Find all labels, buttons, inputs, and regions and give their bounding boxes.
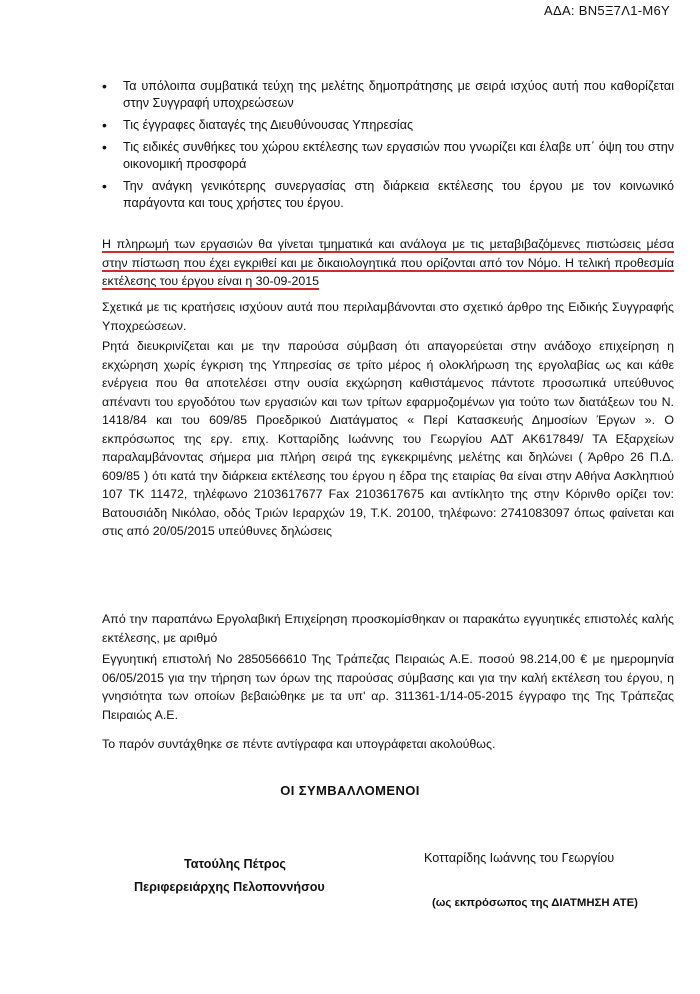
left-signatory-role: Περιφερειάρχης Πελοποννήσου	[134, 880, 325, 894]
payment-paragraph: Η πληρωμή των εργασιών θα γίνεται τμηματικά και ανάλογα με τις μεταβιβαζόμενες πιστώσεις μέσα στην πίστωση που έχει εγκριθεί και με δικαιολογητικά που ορίζονται από τον Νόμο. Η τελική προθεσμία εκτέλεσης του έργου είναι η 30-09-2015	[102, 237, 674, 288]
guarantee-letter-paragraph: Εγγυητική επιστολή Νο 2850566610 Της Τράπεζας Πειραιώς Α.Ε. ποσού 98.214,00 € με ημερομηνία 06/05/2015 για την τήρηση των όρων της παρούσας σύμβασης και για την καλή εκτέλεση του έργου, η γνησιότητα των οποίων βεβαιώθηκε με τα υπ' αρ. 311361-1/14-05-2015 έγγραφο της Της Τράπεζας Πειραιώς Α.Ε.	[102, 652, 674, 722]
assignment-paragraph: Ρητά διευκρινίζεται και με την παρούσα σύμβαση ότι απαγορεύεται στην ανάδοχο επιχείρηση η εκχώρηση χωρίς έγκριση της Υπηρεσίας σε τρίτο μέρος ή ολοκλήρωση της εργολαβίας ως και κάθε ενέργεια που θα αποτελέσει στην ουσία εκχώρηση καθιστάμενος πάντοτε προσωπικά υπεύθυνος απέναντι του εργοδότου των εργασιών και των τρίτων εφαρμοζομένων για τούτο των διατάξεων του Ν. 1418/84 και του 609/85 Προεδρικού Διατάγματος « Περί Κατασκευής Δημοσίων Έργων ». Ο εκπρόσωπος της εργ. επιχ. Κοτταρίδης Ιωάννης του Γεωργίου ΑΔΤ ΑΚ617849/ ΤΑ Εξαρχείων παραλαμβάνοντας σήμερα μια πλήρη σειρά της εγκεκριμένης μελέτης και δηλώνει ( Άρθρο 26 Π.Δ. 609/85 ) ότι κατά την διάρκεια εκτέλεσης του έργου η έδρα της εταιρίας θα είναι στην Αθήνα Ασκληπιού 107 ΤΚ 11472, τηλέφωνο 2103617677 Fax 2103617675 και αντίκλητο της στην Κόρινθο ορίζει τον: Βατουσιάδη Νικόλαο, οδός Τριών Ιεραρχών 19, Τ.Κ. 20100, τηλέφωνο: 2741083097 όπως φαίνεται και στις από 20/05/2015 υπεύθυνες δηλώσεις	[102, 339, 674, 538]
guarantees-paragraph: Από την παραπάνω Εργολαβική Επιχείρηση προσκομίσθηκαν οι παρακάτω εγγυητικές επιστολές καλής εκτέλεσης, με αριθμό	[102, 612, 674, 645]
bullet-item: • Τις ειδικές συνθήκες του χώρου εκτέλεσης των εργασιών που γνωρίζει και έλαβε υπ΄ όψη του στην οικονομική προσφορά	[96, 139, 674, 173]
right-signatory-name: Κοτταρίδης Ιωάννης του Γεωργίου	[424, 851, 615, 865]
bullet-list	[96, 78, 674, 217]
bullet-item: • Τις έγγραφες διαταγές της Διευθύνουσας Υπηρεσίας	[96, 117, 674, 134]
ada-code: ΑΔΑ: ΒΝ5Ξ7Λ1-Μ6Υ	[544, 3, 670, 18]
signatories-title: ΟΙ ΣΥΜΒΑΛΛΟΜΕΝΟΙ	[280, 783, 420, 798]
bullet-item: • Την ανάγκη γενικότερης συνεργασίας στη διάρκεια εκτέλεσης του έργου με τον κοινωνικό παράγοντα και τους χρήστες του έργου.	[96, 178, 674, 212]
right-signatory-role: (ως εκπρόσωπος της ΔΙΑΤΜΗΣΗ ΑΤΕ)	[432, 897, 638, 909]
closing-paragraph: Το παρόν συντάχθηκε σε πέντε αντίγραφα και υπογράφεται ακολούθως.	[102, 737, 496, 751]
bullet-item: • Τα υπόλοιπα συμβατικά τεύχη της μελέτης δημοπράτησης με σειρά ισχύος αυτή που καθορίζεται στην Συγγραφή υποχρεώσεων	[96, 78, 674, 112]
deductions-paragraph: Σχετικά με τις κρατήσεις ισχύουν αυτά που περιλαμβάνονται στο σχετικό άρθρο της Ειδικής Συγγραφής Υποχρεώσεων.	[102, 300, 674, 333]
left-signatory-name: Τατούλης Πέτρος	[184, 857, 286, 871]
